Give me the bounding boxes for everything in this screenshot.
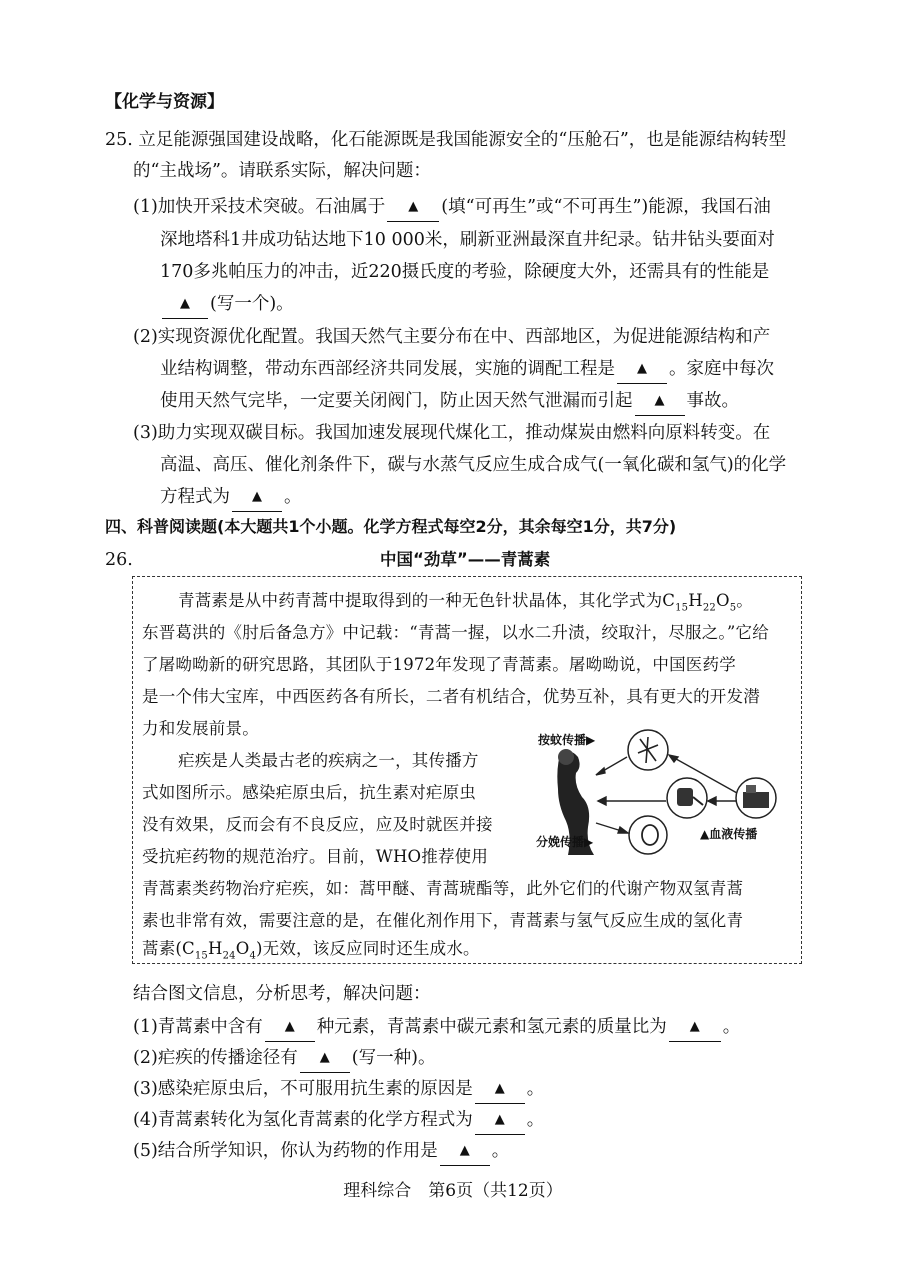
reading-line4: 是一个伟大宝库，中西医药各有所长，二者有机结合，优势互补，具有更大的开发潜 <box>142 687 760 706</box>
answer-blank[interactable]: ▲ <box>617 357 667 384</box>
label-mosquito-transmission: 按蚊传播▶ <box>538 733 596 747</box>
reading-line7: 式如图所示。感染疟原虫后，抗生素对疟原虫 <box>142 783 476 802</box>
q26-title: 中国“劲草”——青蒿素 <box>380 550 551 569</box>
label-birth-transmission: 分娩传播▶ <box>536 835 594 849</box>
q26-sub5: (5)结合所学知识，你认为药物的作用是 ▲ 。 <box>133 1139 509 1166</box>
answer-blank[interactable]: ▲ <box>162 292 208 319</box>
q25-part2-line3: 使用天然气完毕，一定要关闭阀门，防止因天然气泄漏而引起 ▲ 事故。 <box>160 389 739 416</box>
label-blood-transmission: ▲血液传播 <box>700 827 758 841</box>
malaria-transmission-figure <box>532 725 794 857</box>
q25-part2-line2: 业结构调整，带动东西部经济共同发展，实施的调配工程是 ▲ 。家庭中每次 <box>160 357 774 384</box>
q25-part1-line4: ▲ (写一个)。 <box>160 292 294 319</box>
answer-blank[interactable]: ▲ <box>475 1077 525 1104</box>
q25-line1: 25. 立足能源强国建设战略，化石能源既是我国能源安全的“压舱石”，也是能源结构转型 <box>105 130 787 150</box>
q25-part1-line2: 深地塔科1井成功钻达地下10 000米，刷新亚洲最深直井纪录。钻井钻头要面对 <box>160 230 775 250</box>
q26-sub1: (1)青蒿素中含有 ▲ 种元素，青蒿素中碳元素和氢元素的质量比为 ▲ 。 <box>133 1015 740 1042</box>
q25-part1-line3: 170多兆帕压力的冲击，近220摄氏度的考验，除硬度大外，还需具有的性能是 <box>160 262 770 282</box>
section-title: 【化学与资源】 <box>105 92 224 112</box>
q26-number: 26. <box>105 550 133 570</box>
q25-part3-line3: 方程式为 ▲ 。 <box>160 485 302 512</box>
reading-line12: 蒿素$(C_{15}H_{24}O_4)$无效，该反应同时还生成水。 <box>142 939 480 962</box>
answer-blank[interactable]: ▲ <box>387 195 439 222</box>
reading-line10: 青蒿素类药物治疗疟疾，如：蒿甲醚、青蒿琥酯等，此外它们的代谢产物双氢青蒿 <box>142 879 744 898</box>
answer-blank[interactable]: ▲ <box>440 1139 490 1166</box>
q26-prompt: 结合图文信息，分析思考，解决问题： <box>133 984 431 1004</box>
reading-line9: 受抗疟药物的规范治疗。目前，WHO推荐使用 <box>142 847 489 866</box>
q25-part2-line1: (2)实现资源优化配置。我国天然气主要分布在中、西部地区，为促进能源结构和产 <box>133 327 771 347</box>
q26-sub4: (4)青蒿素转化为氢化青蒿素的化学方程式为 ▲ 。 <box>133 1108 544 1135</box>
reading-line3: 了屠呦呦新的研究思路，其团队于1972年发现了青蒿素。屠呦呦说，中国医药学 <box>142 655 736 674</box>
answer-blank[interactable]: ▲ <box>669 1015 721 1042</box>
answer-blank[interactable]: ▲ <box>232 485 282 512</box>
answer-blank[interactable]: ▲ <box>475 1108 525 1135</box>
q25-line2: 的“主战场”。请联系实际，解决问题： <box>133 161 431 181</box>
reading-line6: 疟疾是人类最古老的疾病之一，其传播方 <box>178 751 479 770</box>
reading-line5: 力和发展前景。 <box>142 719 259 738</box>
q26-sub2: (2)疟疾的传播途径有 ▲ (写一种)。 <box>133 1046 435 1073</box>
reading-line2: 东晋葛洪的《肘后备急方》中记载：“青蒿一握，以水二升渍，绞取汁，尽服之。”它给 <box>142 623 769 642</box>
reading-line11: 素也非常有效，需要注意的是，在催化剂作用下，青蒿素与氢气反应生成的氢化青 <box>142 911 744 930</box>
page-footer: 理科综合 第6页（共12页） <box>343 1181 563 1201</box>
q26-sub3: (3)感染疟原虫后，不可服用抗生素的原因是 ▲ 。 <box>133 1077 544 1104</box>
answer-blank[interactable]: ▲ <box>265 1015 315 1042</box>
q25-part1-line1: (1)加快开采技术突破。石油属于 ▲ (填“可再生”或“不可再生”)能源，我国石油 <box>133 195 771 222</box>
reading-line1: 青蒿素是从中药青蒿中提取得到的一种无色针状晶体，其化学式为$C_{15}H_{22}O_5$。 <box>178 591 753 614</box>
q25-part3-line1: (3)助力实现双碳目标。我国加速发展现代煤化工，推动煤炭由燃料向原料转变。在 <box>133 423 771 443</box>
reading-line8: 没有效果，反而会有不良反应，应及时就医并接 <box>142 815 493 834</box>
q25-part3-line2: 高温、高压、催化剂条件下，碳与水蒸气反应生成合成气(一氧化碳和氢气)的化学 <box>160 455 787 475</box>
answer-blank[interactable]: ▲ <box>300 1046 350 1073</box>
section4-title: 四、科普阅读题(本大题共1个小题。化学方程式每空2分，其余每空1分，共7分) <box>105 517 677 536</box>
answer-blank[interactable]: ▲ <box>635 389 685 416</box>
fetus-circle <box>629 816 667 854</box>
